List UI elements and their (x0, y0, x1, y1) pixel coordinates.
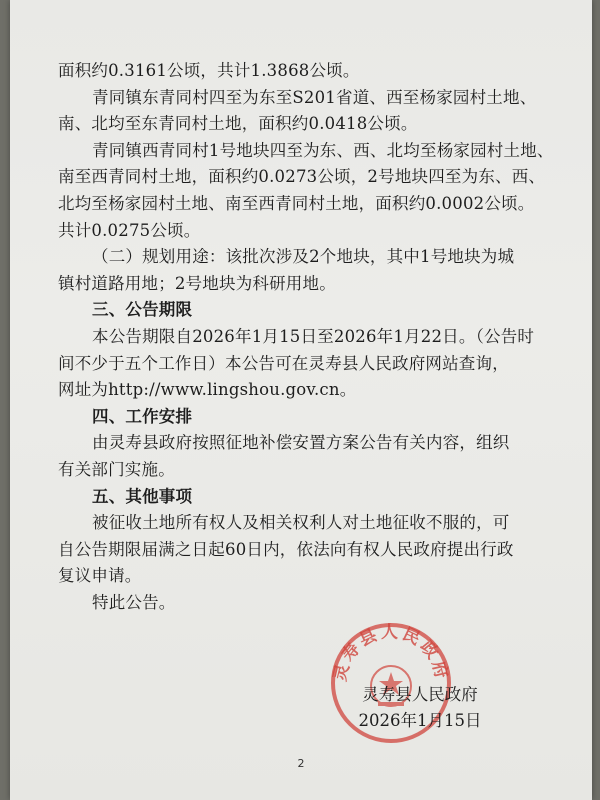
paragraph-line: 有关部门实施。 (58, 459, 175, 479)
document-page (10, 0, 592, 800)
signature-org: 灵寿县人民政府 (362, 685, 478, 704)
paragraph-line: 本公告期限自2026年1月15日至2026年1月22日。（公告时 (92, 326, 535, 346)
signature-date: 2026年1月15日 (358, 711, 482, 730)
paragraph-line: 网址为http://www.lingshou.gov.cn。 (58, 380, 357, 400)
paragraph-line: 南、北均至东青同村土地，面积约0.0418公顷。 (58, 114, 418, 134)
paragraph-line: 北均至杨家园村土地、南至西青同村土地，面积约0.0002公顷。 (58, 193, 535, 213)
paragraph-line: 青同镇西青同村1号地块四至为东、西、北均至杨家园村土地、 (92, 140, 554, 160)
page-number: 2 (297, 757, 305, 770)
paragraph-line: 镇村道路用地；2号地块为科研用地。 (58, 273, 336, 293)
paragraph-line: 共计0.0275公顷。 (58, 220, 201, 240)
paragraph-line: （二）规划用途：该批次涉及2个地块，其中1号地块为城 (92, 247, 515, 267)
paragraph-line: 青同镇东青同村四至为东至S201省道、西至杨家园村土地、 (92, 87, 537, 107)
section-heading: 三、公告期限 (92, 300, 193, 320)
signature-block (330, 682, 510, 734)
section-heading: 四、工作安排 (92, 406, 193, 426)
document-body (58, 58, 558, 616)
paragraph-line: 由灵寿县政府按照征地补偿安置方案公告有关内容，组织 (92, 433, 510, 453)
paragraph-line: 复议申请。 (58, 566, 142, 586)
paragraph-line: 间不少于五个工作日）本公告可在灵寿县人民政府网站查询， (58, 353, 509, 373)
seal-text: 灵寿县人民政府 (330, 622, 452, 684)
paragraph-line: 南至西青同村土地，面积约0.0273公顷，2号地块四至为东、西、 (58, 167, 546, 187)
paragraph-line: 特此公告。 (92, 592, 176, 612)
section-heading: 五、其他事项 (92, 486, 193, 506)
paragraph-line: 自公告期限届满之日起60日内，依法向有权人民政府提出行政 (58, 539, 514, 559)
paragraph-line: 面积约0.3161公顷，共计1.3868公顷。 (58, 61, 360, 80)
paragraph-line: 被征收土地所有权人及相关权利人对土地征收不服的，可 (92, 513, 510, 533)
